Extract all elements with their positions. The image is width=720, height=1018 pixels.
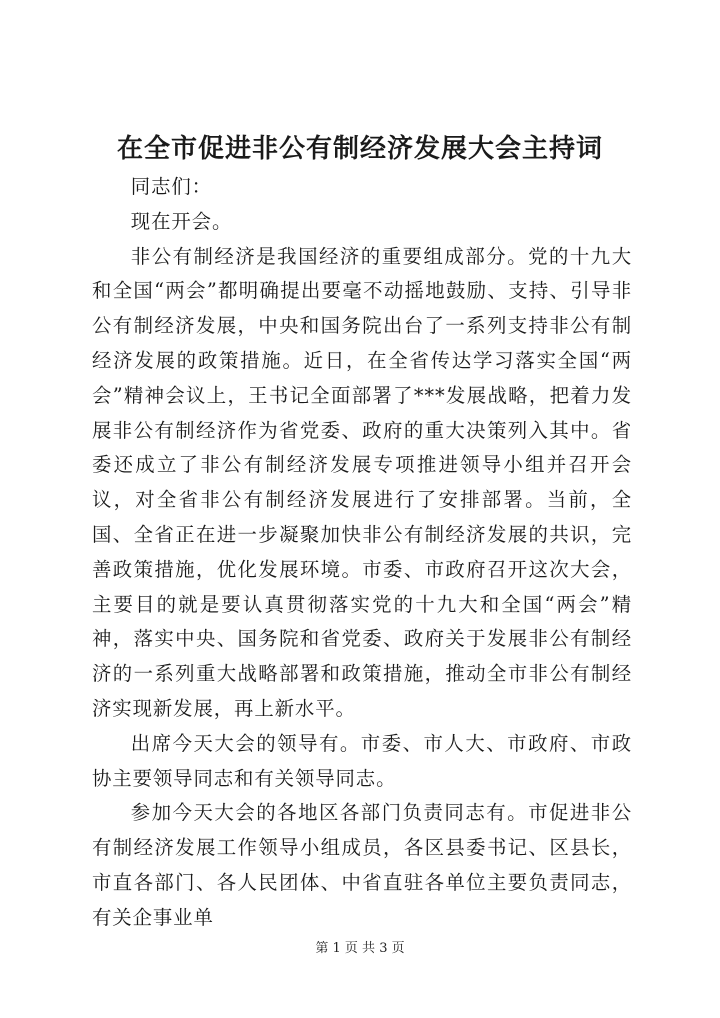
paragraph-salutation: 同志们：	[130, 175, 212, 198]
paragraph-attending-leaders: 出席今天大会的领导有。市委、市人大、市政府、市政协主要领导同志和有关领导同志。	[92, 731, 632, 790]
paragraph-background: 非公有制经济是我国经济的重要组成部分。党的十九大和全国“两会”都明确提出要毫不动摇地鼓励、支持、引导非公有制经济发展，中央和国务院出台了一系列支持非公有制经济发展的政策措施。近日，在全省传达学习落实全国“两会”精神会议上，王书记全面部署了***发展战略，把着力发展非公有制经济作为省党委、政府的重大决策列入其中。省委还成立了非公有制经济发展专项推进领导小组并召开会议，对全省非公有制经济发展进行了安排部署。当前，全国、全省正在进一步凝聚加快非公有制经济发展的共识，完善政策措施，优化发展环境。市委、市政府召开这次大会，主要目的就是要认真贯彻落实党的十九大和全国“两会”精神，落实中央、国务院和省党委、政府关于发展非公有制经济的一系列重大战略部署和政策措施，推动全市非公有制经济实现新发展，再上新水平。	[92, 244, 632, 720]
document-body	[92, 170, 632, 936]
page-footer: 第 1 页 共 3 页	[315, 941, 405, 956]
document-title: 在全市促进非公有制经济发展大会主持词	[116, 134, 603, 164]
paragraph-opening: 现在开会。	[130, 209, 233, 233]
paragraph-participants: 参加今天大会的各地区各部门负责同志有。市促进非公有制经济发展工作领导小组成员，各区县委书记、区县长，市直各部门、各人民团体、中省直驻各单位主要负责同志，有关企事业单	[92, 801, 632, 929]
